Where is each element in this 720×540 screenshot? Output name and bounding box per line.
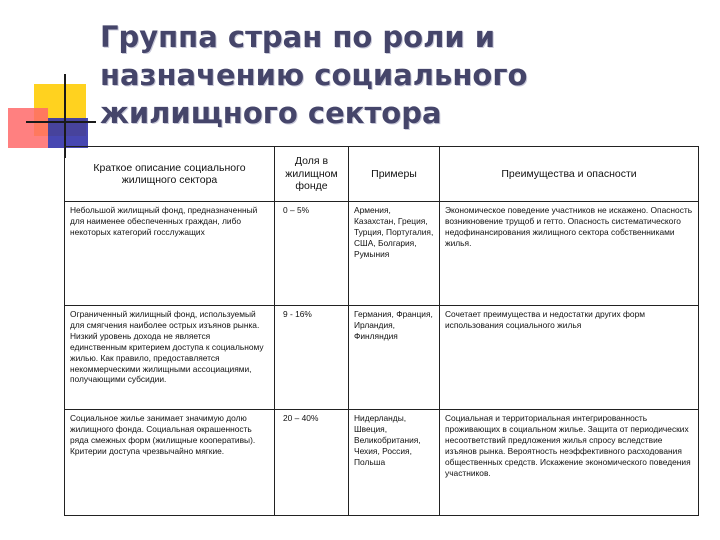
cell-share: 0 – 5%	[275, 202, 349, 306]
cell-notes: Сочетает преимущества и недостатки других форм использования социального жилья	[440, 306, 699, 410]
decor-red-square	[8, 108, 48, 148]
header-share: Доля в жилищном фонде	[275, 147, 349, 202]
table-row	[65, 202, 699, 306]
cell-description: Социальное жилье занимает значимую долю жилищного фонда. Социальная окрашенность ряда смежных форм (жилищные кооперативы). Критерии доступа чрезвычайно мягкие.	[65, 410, 275, 516]
header-notes: Преимущества и опасности	[440, 147, 699, 202]
header-description: Краткое описание социального жилищного сектора	[65, 147, 275, 202]
cell-description: Ограниченный жилищный фонд, используемый для смягчения наиболее острых изъянов рынка. Низкий уровень дохода не является единственным критерием доступа к социальному жилью. Как правило, предоставляется некоммерческими жилищными ассоциациями, получающими субсидии.	[65, 306, 275, 410]
decor-horizontal-line	[26, 121, 96, 123]
cell-examples: Германия, Франция, Ирландия, Финляндия	[349, 306, 440, 410]
cell-examples: Армения, Казахстан, Греция, Турция, Португалия, США, Болгария, Румыния	[349, 202, 440, 306]
countries-table	[64, 146, 699, 516]
table-row	[65, 306, 699, 410]
cell-notes: Социальная и территориальная интегрированность проживающих в социальном жилье. Защита от периодических несоответствий предложения жилья спросу вследствие изъянов рынка. Вероятность неэффективного расходования общественных средств. Искажение экономического поведения участников.	[440, 410, 699, 516]
header-examples: Примеры	[349, 147, 440, 202]
table-header-row	[65, 147, 699, 202]
slide-title: Группа стран по роли и назначению социального жилищного сектора	[100, 20, 528, 130]
cell-notes: Экономическое поведение участников не искажено. Опасность возникновение трущоб и гетто. Опасность систематического недофинансирования жилищного сектора собственниками жилья.	[440, 202, 699, 306]
cell-share: 9 - 16%	[275, 306, 349, 410]
table-row	[65, 410, 699, 516]
cell-share: 20 – 40%	[275, 410, 349, 516]
cell-description: Небольшой жилищный фонд, предназначенный для наименее обеспеченных граждан, либо некоторых категорий госслужащих	[65, 202, 275, 306]
cell-examples: Нидерланды, Швеция, Великобритания, Чехия, Россия, Польша	[349, 410, 440, 516]
